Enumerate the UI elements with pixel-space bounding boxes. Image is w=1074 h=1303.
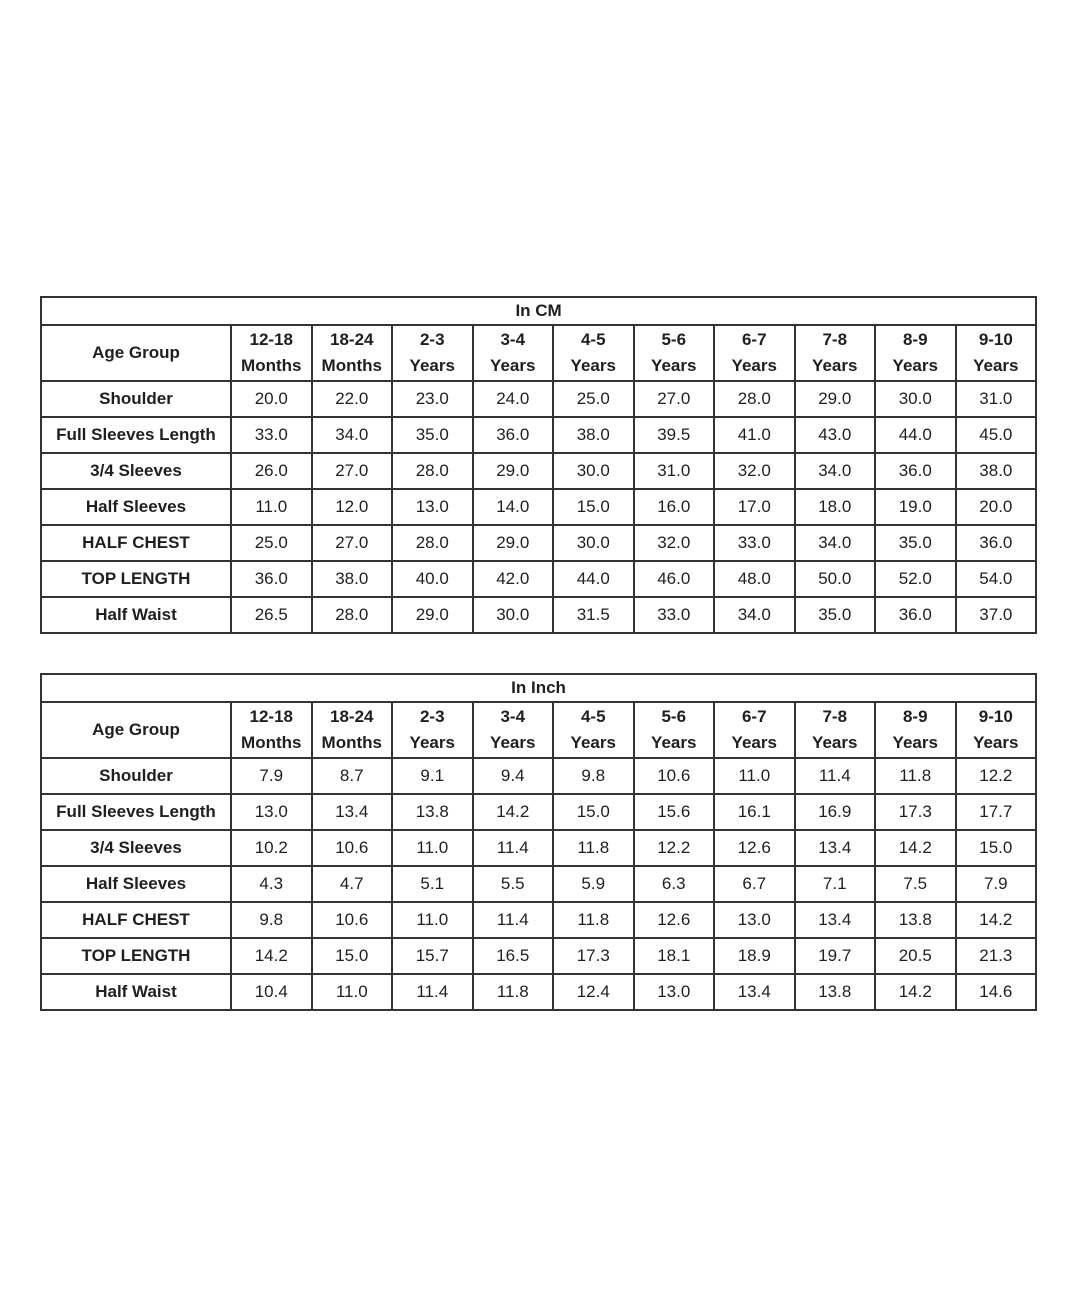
value-cell: 13.4 <box>714 974 795 1010</box>
value-cell: 26.5 <box>231 597 312 633</box>
row-label: Shoulder <box>41 381 231 417</box>
value-cell: 16.5 <box>473 938 554 974</box>
col-header-line: Years <box>892 733 938 752</box>
value-cell: 38.0 <box>956 453 1037 489</box>
row-label: TOP LENGTH <box>41 938 231 974</box>
value-cell: 46.0 <box>634 561 715 597</box>
value-cell: 9.8 <box>231 902 312 938</box>
value-cell: 22.0 <box>312 381 393 417</box>
value-cell: 36.0 <box>473 417 554 453</box>
value-cell: 4.7 <box>312 866 393 902</box>
table-row <box>41 866 1036 902</box>
value-cell: 31.0 <box>634 453 715 489</box>
value-cell: 9.4 <box>473 758 554 794</box>
value-cell: 31.5 <box>553 597 634 633</box>
value-cell: 9.8 <box>553 758 634 794</box>
size-table-in-inch <box>40 673 1037 1011</box>
value-cell: 25.0 <box>231 525 312 561</box>
col-header-line: 5-6 <box>661 707 687 726</box>
col-header-line: Years <box>731 733 777 752</box>
row-label: 3/4 Sleeves <box>41 453 231 489</box>
col-header-line: 2-3 <box>419 707 445 726</box>
col-header-line: 3-4 <box>500 330 526 349</box>
value-cell: 30.0 <box>553 453 634 489</box>
value-cell: 7.1 <box>795 866 876 902</box>
value-cell: 30.0 <box>553 525 634 561</box>
value-cell: 10.4 <box>231 974 312 1010</box>
value-cell: 13.4 <box>312 794 393 830</box>
value-cell: 5.1 <box>392 866 473 902</box>
corner-header-age-group: Age Group <box>41 702 231 758</box>
value-cell: 18.1 <box>634 938 715 974</box>
value-cell: 13.8 <box>795 974 876 1010</box>
row-label: 3/4 Sleeves <box>41 830 231 866</box>
value-cell: 10.6 <box>634 758 715 794</box>
value-cell: 34.0 <box>795 525 876 561</box>
table-row <box>41 489 1036 525</box>
col-header-line: 9-10 <box>978 330 1013 349</box>
value-cell: 24.0 <box>473 381 554 417</box>
value-cell: 12.6 <box>714 830 795 866</box>
value-cell: 6.3 <box>634 866 715 902</box>
value-cell: 17.3 <box>553 938 634 974</box>
col-header <box>875 325 956 381</box>
col-header-line: 2-3 <box>419 330 445 349</box>
value-cell: 5.9 <box>553 866 634 902</box>
table-row <box>41 902 1036 938</box>
col-header <box>312 702 393 758</box>
col-header-line: 18-24 <box>330 707 374 726</box>
value-cell: 6.7 <box>714 866 795 902</box>
value-cell: 32.0 <box>714 453 795 489</box>
value-cell: 11.8 <box>553 830 634 866</box>
value-cell: 13.0 <box>714 902 795 938</box>
col-header <box>312 325 393 381</box>
value-cell: 26.0 <box>231 453 312 489</box>
table-row <box>41 453 1036 489</box>
table-row <box>41 561 1036 597</box>
value-cell: 7.9 <box>231 758 312 794</box>
value-cell: 15.0 <box>312 938 393 974</box>
col-header <box>473 325 554 381</box>
value-cell: 11.0 <box>392 902 473 938</box>
value-cell: 20.5 <box>875 938 956 974</box>
value-cell: 25.0 <box>553 381 634 417</box>
col-header-line: Months <box>241 356 302 375</box>
row-label: Half Sleeves <box>41 866 231 902</box>
value-cell: 41.0 <box>714 417 795 453</box>
value-cell: 13.0 <box>231 794 312 830</box>
value-cell: 19.0 <box>875 489 956 525</box>
value-cell: 21.3 <box>956 938 1037 974</box>
value-cell: 15.6 <box>634 794 715 830</box>
table-row <box>41 938 1036 974</box>
value-cell: 20.0 <box>956 489 1037 525</box>
size-chart <box>40 296 1035 1050</box>
col-header-line: Years <box>570 733 616 752</box>
col-header-line: 12-18 <box>249 707 293 726</box>
value-cell: 15.7 <box>392 938 473 974</box>
col-header-line: 12-18 <box>249 330 293 349</box>
col-header <box>634 702 715 758</box>
value-cell: 11.0 <box>312 974 393 1010</box>
col-header-line: 7-8 <box>822 330 848 349</box>
value-cell: 40.0 <box>392 561 473 597</box>
col-header <box>795 325 876 381</box>
value-cell: 11.4 <box>473 830 554 866</box>
col-header-line: Years <box>812 356 858 375</box>
table-row <box>41 597 1036 633</box>
value-cell: 34.0 <box>795 453 876 489</box>
col-header-line: Months <box>321 356 382 375</box>
value-cell: 38.0 <box>312 561 393 597</box>
col-header-line: Years <box>812 733 858 752</box>
col-header <box>392 702 473 758</box>
value-cell: 36.0 <box>875 597 956 633</box>
col-header-line: 4-5 <box>580 707 606 726</box>
value-cell: 13.0 <box>392 489 473 525</box>
value-cell: 17.7 <box>956 794 1037 830</box>
value-cell: 11.8 <box>553 902 634 938</box>
value-cell: 4.3 <box>231 866 312 902</box>
value-cell: 14.6 <box>956 974 1037 1010</box>
row-label: HALF CHEST <box>41 525 231 561</box>
value-cell: 14.2 <box>875 830 956 866</box>
col-header <box>714 702 795 758</box>
value-cell: 12.4 <box>553 974 634 1010</box>
value-cell: 43.0 <box>795 417 876 453</box>
value-cell: 16.0 <box>634 489 715 525</box>
value-cell: 29.0 <box>473 453 554 489</box>
value-cell: 11.8 <box>875 758 956 794</box>
row-label: Shoulder <box>41 758 231 794</box>
col-header-line: Years <box>490 356 536 375</box>
col-header-line: 7-8 <box>822 707 848 726</box>
value-cell: 17.0 <box>714 489 795 525</box>
value-cell: 35.0 <box>392 417 473 453</box>
value-cell: 27.0 <box>312 453 393 489</box>
corner-header-age-group: Age Group <box>41 325 231 381</box>
col-header <box>795 702 876 758</box>
col-header <box>231 702 312 758</box>
table-row <box>41 381 1036 417</box>
value-cell: 30.0 <box>875 381 956 417</box>
table-row <box>41 830 1036 866</box>
col-header-line: 4-5 <box>580 330 606 349</box>
value-cell: 52.0 <box>875 561 956 597</box>
table-title: In CM <box>41 297 1036 325</box>
value-cell: 19.7 <box>795 938 876 974</box>
value-cell: 37.0 <box>956 597 1037 633</box>
value-cell: 11.4 <box>392 974 473 1010</box>
value-cell: 29.0 <box>473 525 554 561</box>
value-cell: 18.9 <box>714 938 795 974</box>
row-label: Half Sleeves <box>41 489 231 525</box>
value-cell: 28.0 <box>392 525 473 561</box>
value-cell: 14.2 <box>473 794 554 830</box>
col-header-line: Years <box>570 356 616 375</box>
value-cell: 35.0 <box>795 597 876 633</box>
value-cell: 15.0 <box>956 830 1037 866</box>
row-label: HALF CHEST <box>41 902 231 938</box>
col-header-line: 8-9 <box>902 707 928 726</box>
col-header-line: Months <box>241 733 302 752</box>
col-header-line: 3-4 <box>500 707 526 726</box>
value-cell: 29.0 <box>392 597 473 633</box>
value-cell: 9.1 <box>392 758 473 794</box>
value-cell: 28.0 <box>714 381 795 417</box>
value-cell: 7.9 <box>956 866 1037 902</box>
value-cell: 15.0 <box>553 794 634 830</box>
value-cell: 36.0 <box>875 453 956 489</box>
value-cell: 12.2 <box>634 830 715 866</box>
col-header-line: 8-9 <box>902 330 928 349</box>
value-cell: 11.8 <box>473 974 554 1010</box>
value-cell: 13.4 <box>795 830 876 866</box>
value-cell: 11.4 <box>473 902 554 938</box>
value-cell: 27.0 <box>312 525 393 561</box>
col-header-line: Years <box>409 356 455 375</box>
value-cell: 17.3 <box>875 794 956 830</box>
col-header-line: 9-10 <box>978 707 1013 726</box>
col-header-line: Years <box>651 733 697 752</box>
value-cell: 12.0 <box>312 489 393 525</box>
col-header-line: Years <box>973 733 1019 752</box>
col-header-line: 6-7 <box>741 330 767 349</box>
value-cell: 5.5 <box>473 866 554 902</box>
row-label: Full Sleeves Length <box>41 417 231 453</box>
value-cell: 15.0 <box>553 489 634 525</box>
value-cell: 50.0 <box>795 561 876 597</box>
value-cell: 13.0 <box>634 974 715 1010</box>
value-cell: 44.0 <box>875 417 956 453</box>
col-header <box>553 702 634 758</box>
table-row <box>41 794 1036 830</box>
col-header <box>956 325 1037 381</box>
value-cell: 10.6 <box>312 902 393 938</box>
value-cell: 31.0 <box>956 381 1037 417</box>
value-cell: 10.2 <box>231 830 312 866</box>
value-cell: 48.0 <box>714 561 795 597</box>
col-header-line: 6-7 <box>741 707 767 726</box>
value-cell: 42.0 <box>473 561 554 597</box>
value-cell: 33.0 <box>634 597 715 633</box>
value-cell: 32.0 <box>634 525 715 561</box>
row-label: Full Sleeves Length <box>41 794 231 830</box>
value-cell: 30.0 <box>473 597 554 633</box>
col-header-line: Years <box>731 356 777 375</box>
col-header <box>875 702 956 758</box>
value-cell: 34.0 <box>714 597 795 633</box>
col-header <box>473 702 554 758</box>
row-label: TOP LENGTH <box>41 561 231 597</box>
value-cell: 36.0 <box>956 525 1037 561</box>
col-header-line: Years <box>651 356 697 375</box>
value-cell: 11.4 <box>795 758 876 794</box>
value-cell: 11.0 <box>714 758 795 794</box>
value-cell: 33.0 <box>714 525 795 561</box>
col-header-line: 18-24 <box>330 330 374 349</box>
value-cell: 16.1 <box>714 794 795 830</box>
value-cell: 18.0 <box>795 489 876 525</box>
value-cell: 20.0 <box>231 381 312 417</box>
table-row <box>41 974 1036 1010</box>
col-header-line: Years <box>892 356 938 375</box>
value-cell: 33.0 <box>231 417 312 453</box>
value-cell: 54.0 <box>956 561 1037 597</box>
row-label: Half Waist <box>41 597 231 633</box>
value-cell: 12.2 <box>956 758 1037 794</box>
value-cell: 36.0 <box>231 561 312 597</box>
value-cell: 38.0 <box>553 417 634 453</box>
value-cell: 29.0 <box>795 381 876 417</box>
table-row <box>41 525 1036 561</box>
col-header <box>956 702 1037 758</box>
value-cell: 23.0 <box>392 381 473 417</box>
value-cell: 16.9 <box>795 794 876 830</box>
col-header-line: Years <box>409 733 455 752</box>
value-cell: 39.5 <box>634 417 715 453</box>
value-cell: 14.2 <box>231 938 312 974</box>
value-cell: 28.0 <box>312 597 393 633</box>
table-row <box>41 417 1036 453</box>
col-header <box>553 325 634 381</box>
table-row <box>41 758 1036 794</box>
value-cell: 13.4 <box>795 902 876 938</box>
value-cell: 13.8 <box>875 902 956 938</box>
value-cell: 11.0 <box>231 489 312 525</box>
value-cell: 14.2 <box>875 974 956 1010</box>
value-cell: 44.0 <box>553 561 634 597</box>
value-cell: 28.0 <box>392 453 473 489</box>
col-header-line: Years <box>973 356 1019 375</box>
col-header <box>634 325 715 381</box>
value-cell: 27.0 <box>634 381 715 417</box>
value-cell: 11.0 <box>392 830 473 866</box>
value-cell: 35.0 <box>875 525 956 561</box>
value-cell: 34.0 <box>312 417 393 453</box>
table-title: In Inch <box>41 674 1036 702</box>
value-cell: 45.0 <box>956 417 1037 453</box>
value-cell: 13.8 <box>392 794 473 830</box>
col-header-line: Months <box>321 733 382 752</box>
col-header <box>231 325 312 381</box>
col-header-line: 5-6 <box>661 330 687 349</box>
value-cell: 8.7 <box>312 758 393 794</box>
col-header-line: Years <box>490 733 536 752</box>
col-header <box>714 325 795 381</box>
value-cell: 12.6 <box>634 902 715 938</box>
size-table-in-cm <box>40 296 1037 634</box>
value-cell: 7.5 <box>875 866 956 902</box>
value-cell: 10.6 <box>312 830 393 866</box>
value-cell: 14.0 <box>473 489 554 525</box>
col-header <box>392 325 473 381</box>
row-label: Half Waist <box>41 974 231 1010</box>
value-cell: 14.2 <box>956 902 1037 938</box>
